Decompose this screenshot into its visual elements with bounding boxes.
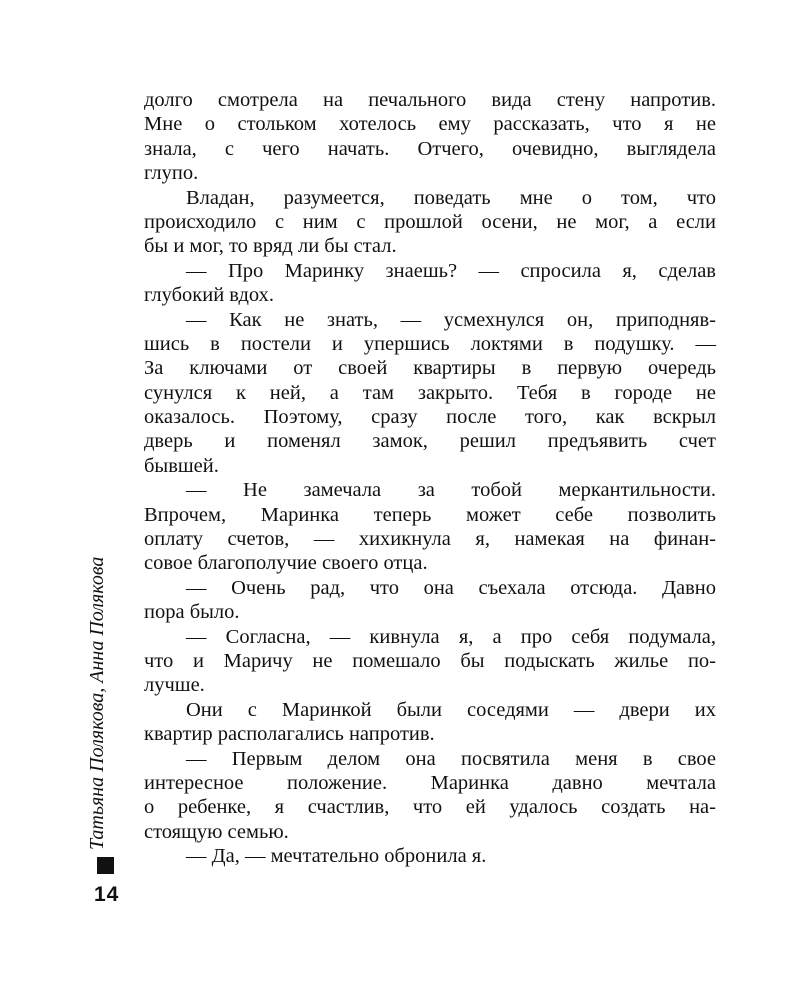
square-bullet-icon: [97, 857, 114, 874]
text-line: — Да, — мечтательно обронила я.: [186, 845, 487, 868]
text-line: — Очень рад, что она съехала отсюда. Давно: [186, 576, 716, 599]
text-line: — Согласна, — кивнула я, а про себя подумала,: [186, 625, 716, 648]
text-line: Они с Маринкой были соседями — двери их: [186, 698, 716, 721]
text-line: глупо.: [144, 162, 199, 185]
text-line: дверь и поменял замок, решил предъявить счет: [144, 430, 716, 453]
text-line: происходило с ним с прошлой осени, не мог, а если: [144, 210, 716, 233]
text-line: глубокий вдох.: [144, 284, 274, 307]
text-line: Впрочем, Маринка теперь может себе позволить: [144, 503, 716, 526]
text-line: квартир располагались напротив.: [144, 723, 435, 746]
text-line: — Не замечала за тобой меркантильности.: [186, 479, 716, 502]
text-line: бывшей.: [144, 454, 219, 477]
text-line: — Как не знать, — усмехнулся он, приподняв-: [186, 308, 716, 331]
page-number: 14: [94, 883, 120, 906]
text-line: о ребенке, я счастлив, что ей удалось создать на-: [144, 796, 716, 819]
text-line: — Первым делом она посвятила меня в свое: [186, 747, 716, 770]
text-line: пора было.: [144, 601, 240, 624]
running-head-author: Татьяна Полякова, Анна Полякова: [86, 556, 108, 850]
text-line: Мне о стольком хотелось ему рассказать, что я не: [144, 113, 716, 136]
text-line: шись в постели и упершись локтями в подушку. —: [144, 332, 716, 355]
text-line: оплату счетов, — хихикнула я, намекая на финан-: [144, 528, 716, 551]
text-line: сунулся к ней, а там закрыто. Тебя в городе не: [144, 381, 716, 404]
text-line: совое благополучие своего отца.: [144, 552, 428, 575]
text-line: За ключами от своей квартиры в первую очередь: [144, 357, 716, 380]
text-line: Владан, разумеется, поведать мне о том, что: [186, 186, 716, 209]
text-line: — Про Маринку знаешь? — спросила я, сделав: [186, 259, 716, 282]
text-line: интересное положение. Маринка давно мечтала: [144, 771, 716, 794]
text-line: бы и мог, то вряд ли бы стал.: [144, 235, 397, 258]
text-line: оказалось. Поэтому, сразу после того, как вскрыл: [144, 406, 716, 429]
text-line: долго смотрела на печального вида стену напротив.: [144, 89, 716, 111]
body-text: [144, 88, 716, 869]
text-line: лучше.: [144, 674, 205, 697]
text-line: стоящую семью.: [144, 820, 289, 843]
text-line: что и Маричу не помешало бы подыскать жилье по-: [144, 649, 716, 672]
text-line: знала, с чего начать. Отчего, очевидно, выглядела: [144, 137, 716, 160]
